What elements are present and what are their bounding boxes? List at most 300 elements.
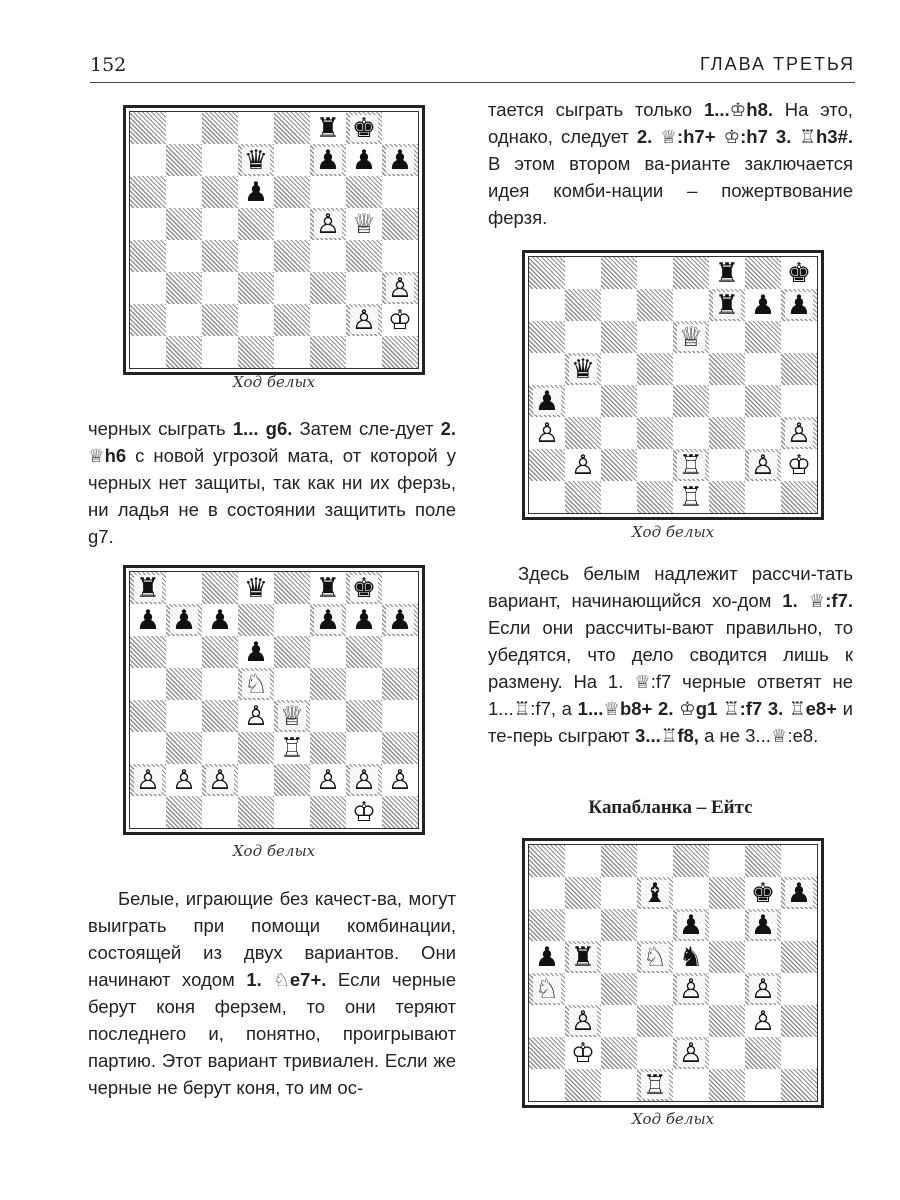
square-b2 [565, 449, 601, 481]
square-f1 [310, 796, 346, 828]
black-piece-e5: ♞ [678, 941, 704, 973]
square-c4 [601, 385, 637, 417]
square-h4 [382, 700, 418, 732]
square-c8 [601, 257, 637, 289]
square-h7 [382, 144, 418, 176]
paragraph-right-2 [488, 560, 853, 749]
text-run: ♖ [660, 725, 678, 746]
square-g1 [745, 1069, 781, 1101]
text-run: 1... [703, 99, 730, 120]
black-piece-d7: ♛ [243, 144, 269, 176]
white-piece-d1: ♖ [642, 1069, 668, 1101]
square-e8 [274, 112, 310, 144]
square-a7 [130, 144, 166, 176]
square-d6 [238, 636, 274, 668]
white-piece-c2: ♙ [207, 764, 233, 796]
text-run: ♔ [715, 126, 741, 147]
square-e5 [274, 208, 310, 240]
square-c3 [202, 272, 238, 304]
square-g1 [346, 796, 382, 828]
square-f7 [709, 877, 745, 909]
black-piece-a4: ♟ [534, 385, 560, 417]
black-piece-g8: ♚ [351, 572, 377, 604]
square-h1 [781, 1069, 817, 1101]
square-b8 [565, 845, 601, 877]
white-piece-h2: ♔ [786, 449, 812, 481]
square-g3 [745, 417, 781, 449]
square-e8 [274, 572, 310, 604]
black-piece-b5: ♛ [570, 353, 596, 385]
square-c5 [202, 668, 238, 700]
square-e2 [673, 449, 709, 481]
square-f8 [310, 112, 346, 144]
square-g3 [346, 272, 382, 304]
square-d1 [238, 336, 274, 368]
square-h5 [382, 668, 418, 700]
text-run: В этом втором ва-рианте заключается идея комби-нации – пожертвование ферзя. [488, 153, 853, 228]
square-h4 [781, 973, 817, 1005]
square-f2 [709, 449, 745, 481]
text-run: ♔ [679, 698, 696, 719]
square-d5 [238, 668, 274, 700]
square-b5 [166, 208, 202, 240]
square-b1 [166, 796, 202, 828]
square-g7 [346, 144, 382, 176]
square-d2 [637, 449, 673, 481]
white-piece-g3: ♙ [750, 1005, 776, 1037]
square-d3 [238, 732, 274, 764]
square-d7 [637, 289, 673, 321]
square-d8 [637, 257, 673, 289]
square-a2 [130, 304, 166, 336]
square-e3 [274, 272, 310, 304]
square-a5 [130, 208, 166, 240]
square-e3 [673, 1005, 709, 1037]
square-g2 [745, 449, 781, 481]
square-a5 [529, 353, 565, 385]
square-f3 [709, 1005, 745, 1037]
square-c1 [601, 1069, 637, 1101]
square-d2 [238, 764, 274, 796]
square-a3 [130, 732, 166, 764]
text-run: 2. [440, 418, 456, 439]
page-header [90, 52, 855, 83]
white-piece-e6: ♕ [678, 321, 704, 353]
square-e5 [274, 668, 310, 700]
square-g8 [745, 845, 781, 877]
square-g7 [745, 877, 781, 909]
black-piece-d8: ♛ [243, 572, 269, 604]
square-h3 [781, 1005, 817, 1037]
square-a4 [130, 240, 166, 272]
white-piece-a4: ♘ [534, 973, 560, 1005]
square-f7 [310, 144, 346, 176]
square-e8 [673, 845, 709, 877]
text-run: h8. [746, 99, 773, 120]
square-d4 [238, 700, 274, 732]
square-g7 [346, 604, 382, 636]
white-piece-d5: ♘ [642, 941, 668, 973]
black-piece-e6: ♟ [678, 909, 704, 941]
square-a8 [130, 112, 166, 144]
paragraph-left-1 [88, 415, 456, 550]
square-c5 [601, 941, 637, 973]
text-run: :h7+ [676, 126, 716, 147]
diagram-4-caption: Ход белых [631, 1110, 715, 1128]
square-g5 [346, 668, 382, 700]
square-c1 [202, 336, 238, 368]
square-c7 [601, 877, 637, 909]
square-b7 [565, 289, 601, 321]
white-piece-g2: ♙ [750, 449, 776, 481]
square-g4 [745, 973, 781, 1005]
white-piece-f2: ♙ [315, 764, 341, 796]
square-a5 [529, 941, 565, 973]
text-run: и те-перь сыграют [488, 698, 853, 746]
square-d3 [238, 272, 274, 304]
square-c8 [202, 112, 238, 144]
text-run: ♔ [729, 99, 747, 120]
text-run: ♕ [603, 698, 620, 719]
square-a6 [130, 176, 166, 208]
square-h1 [382, 336, 418, 368]
square-b2 [166, 304, 202, 336]
white-piece-a3: ♙ [534, 417, 560, 449]
black-piece-g6: ♟ [750, 909, 776, 941]
square-a4 [529, 973, 565, 1005]
square-g5 [745, 941, 781, 973]
text-run: Если они рассчиты-вают правильно, то убедятся, что дело сводится лишь к размену. На 1. ♕:f7 черные ответят не 1...♖:f7, а [488, 617, 853, 719]
text-run: 1. [246, 969, 274, 990]
white-piece-e2: ♖ [678, 449, 704, 481]
square-b2 [565, 1037, 601, 1069]
square-g2 [745, 1037, 781, 1069]
square-e7 [673, 877, 709, 909]
white-piece-h2: ♔ [387, 304, 413, 336]
square-g6 [346, 636, 382, 668]
black-piece-h7: ♟ [786, 877, 812, 909]
square-c1 [202, 796, 238, 828]
square-c4 [601, 973, 637, 1005]
square-f1 [709, 481, 745, 513]
square-d2 [238, 304, 274, 336]
square-c4 [202, 700, 238, 732]
square-a2 [529, 449, 565, 481]
square-g6 [745, 909, 781, 941]
square-h4 [382, 240, 418, 272]
square-b8 [166, 112, 202, 144]
text-run: ♖ [723, 698, 740, 719]
square-a8 [529, 257, 565, 289]
white-piece-h2: ♙ [387, 764, 413, 796]
square-e6 [673, 321, 709, 353]
white-piece-h3: ♙ [786, 417, 812, 449]
square-a1 [529, 481, 565, 513]
white-piece-g2: ♙ [351, 304, 377, 336]
text-run: с новой угрозой мата, от которой у черных нет защиты, так как ни их ферзь, ни ладья не в состоянии защитить поле g7. [88, 445, 456, 547]
square-b4 [166, 700, 202, 732]
text-run: тается сыграть только [488, 99, 704, 120]
square-f2 [709, 1037, 745, 1069]
square-g8 [346, 572, 382, 604]
square-c4 [202, 240, 238, 272]
square-f1 [709, 1069, 745, 1101]
square-g5 [745, 353, 781, 385]
diagram-3-caption: Ход белых [631, 523, 715, 541]
diagram-1-caption: Ход белых [232, 373, 316, 391]
square-f5 [310, 668, 346, 700]
paragraph-left-2 [88, 885, 456, 1101]
square-a5 [130, 668, 166, 700]
square-h3 [382, 732, 418, 764]
square-a7 [529, 877, 565, 909]
chess-diagram-4 [522, 838, 824, 1108]
square-f8 [310, 572, 346, 604]
square-f3 [310, 272, 346, 304]
white-piece-d5: ♘ [243, 668, 269, 700]
square-d4 [238, 240, 274, 272]
square-d1 [238, 796, 274, 828]
white-piece-e3: ♖ [279, 732, 305, 764]
chess-board-grid [528, 844, 818, 1102]
square-e2 [673, 1037, 709, 1069]
text-run: ♕ [88, 445, 105, 466]
square-e2 [274, 304, 310, 336]
black-piece-g7: ♟ [351, 604, 377, 636]
square-c5 [601, 353, 637, 385]
square-b3 [565, 417, 601, 449]
square-d1 [637, 481, 673, 513]
square-f5 [310, 208, 346, 240]
square-d3 [637, 417, 673, 449]
white-piece-e4: ♙ [678, 973, 704, 1005]
square-d5 [637, 353, 673, 385]
square-h2 [382, 304, 418, 336]
square-f1 [310, 336, 346, 368]
text-run: :f7. [825, 590, 853, 611]
square-b8 [565, 257, 601, 289]
square-d2 [637, 1037, 673, 1069]
square-d8 [238, 112, 274, 144]
black-piece-f8: ♜ [315, 572, 341, 604]
square-e5 [673, 941, 709, 973]
text-run: а не 3...♕:e8. [698, 725, 819, 746]
square-f8 [709, 257, 745, 289]
square-f4 [709, 973, 745, 1005]
square-g4 [745, 385, 781, 417]
square-f6 [310, 636, 346, 668]
black-piece-a7: ♟ [135, 604, 161, 636]
square-d4 [637, 385, 673, 417]
white-piece-e2: ♙ [678, 1037, 704, 1069]
black-piece-f7: ♜ [714, 289, 740, 321]
square-e4 [673, 973, 709, 1005]
square-f7 [709, 289, 745, 321]
white-piece-e4: ♕ [279, 700, 305, 732]
square-d5 [637, 941, 673, 973]
white-piece-b2: ♙ [171, 764, 197, 796]
square-c7 [202, 144, 238, 176]
square-h6 [781, 321, 817, 353]
page-number: 152 [90, 54, 127, 76]
square-b1 [166, 336, 202, 368]
square-c5 [202, 208, 238, 240]
square-c6 [601, 321, 637, 353]
square-g3 [745, 1005, 781, 1037]
diagram-2-caption: Ход белых [232, 842, 316, 860]
text-run: ♕ [660, 126, 677, 147]
square-h7 [382, 604, 418, 636]
chess-diagram-3 [522, 250, 824, 520]
square-c8 [601, 845, 637, 877]
square-e8 [673, 257, 709, 289]
square-b7 [565, 877, 601, 909]
square-g8 [745, 257, 781, 289]
square-a3 [529, 417, 565, 449]
black-piece-a8: ♜ [135, 572, 161, 604]
text-run: Затем сле-дует [292, 418, 441, 439]
black-piece-d6: ♟ [243, 636, 269, 668]
black-piece-g7: ♟ [351, 144, 377, 176]
square-f3 [709, 417, 745, 449]
square-a6 [529, 321, 565, 353]
square-b1 [565, 481, 601, 513]
square-a4 [529, 385, 565, 417]
black-piece-g8: ♚ [351, 112, 377, 144]
square-h5 [781, 353, 817, 385]
square-g4 [346, 700, 382, 732]
square-e3 [274, 732, 310, 764]
white-piece-d4: ♙ [243, 700, 269, 732]
square-h2 [382, 764, 418, 796]
text-run: 2. [636, 126, 661, 147]
square-c6 [202, 636, 238, 668]
square-h2 [781, 1037, 817, 1069]
black-piece-f8: ♜ [714, 257, 740, 289]
square-f5 [709, 941, 745, 973]
square-h1 [781, 481, 817, 513]
black-piece-h7: ♟ [387, 604, 413, 636]
text-run: 1... g6. [232, 418, 293, 439]
white-piece-b3: ♙ [570, 1005, 596, 1037]
black-piece-b7: ♟ [171, 604, 197, 636]
square-b1 [565, 1069, 601, 1101]
square-b5 [565, 353, 601, 385]
square-f7 [310, 604, 346, 636]
square-a1 [130, 336, 166, 368]
square-h7 [781, 877, 817, 909]
text-run: ♕ [808, 590, 826, 611]
text-run: Если черные берут коня ферзем, то они теряют последнего и, понятно, проигрывают партию. Этот вариант тривиален. Если же черные не берут коня, то им ос- [88, 969, 456, 1098]
square-a7 [529, 289, 565, 321]
square-a8 [529, 845, 565, 877]
square-b5 [166, 668, 202, 700]
square-e4 [673, 385, 709, 417]
square-f6 [310, 176, 346, 208]
square-c2 [202, 304, 238, 336]
square-d8 [637, 845, 673, 877]
black-piece-g7: ♚ [750, 877, 776, 909]
square-e3 [673, 417, 709, 449]
text-run: e7+. [289, 969, 327, 990]
white-piece-g4: ♙ [750, 973, 776, 1005]
text-run: 1. [782, 590, 809, 611]
white-piece-f5: ♙ [315, 208, 341, 240]
square-d8 [238, 572, 274, 604]
game-title: Капабланка – Ейтс [588, 797, 753, 818]
square-f4 [310, 240, 346, 272]
chess-diagram-2 [123, 565, 425, 835]
square-f3 [310, 732, 346, 764]
square-d7 [238, 604, 274, 636]
square-c8 [202, 572, 238, 604]
square-c1 [601, 481, 637, 513]
square-d7 [238, 144, 274, 176]
square-b7 [166, 604, 202, 636]
square-h8 [382, 112, 418, 144]
white-piece-g2: ♙ [351, 764, 377, 796]
square-b2 [166, 764, 202, 796]
black-piece-f7: ♟ [315, 604, 341, 636]
square-e1 [274, 796, 310, 828]
square-g6 [745, 321, 781, 353]
text-run: 1... [577, 698, 604, 719]
square-b3 [166, 272, 202, 304]
square-a3 [130, 272, 166, 304]
square-g4 [346, 240, 382, 272]
square-f4 [310, 700, 346, 732]
black-piece-f7: ♟ [315, 144, 341, 176]
square-b8 [166, 572, 202, 604]
square-c6 [601, 909, 637, 941]
square-b7 [166, 144, 202, 176]
black-piece-h7: ♟ [786, 289, 812, 321]
square-e1 [673, 481, 709, 513]
square-a2 [529, 1037, 565, 1069]
square-h7 [781, 289, 817, 321]
square-h5 [382, 208, 418, 240]
square-e1 [673, 1069, 709, 1101]
square-a6 [130, 636, 166, 668]
square-d1 [637, 1069, 673, 1101]
square-c7 [601, 289, 637, 321]
text-run: :f7 3. [739, 698, 789, 719]
text-run: g1 [695, 698, 723, 719]
text-run: b8+ 2. [619, 698, 680, 719]
square-g6 [346, 176, 382, 208]
text-run: ♖ [788, 698, 806, 719]
square-d3 [637, 1005, 673, 1037]
square-d6 [637, 909, 673, 941]
square-a1 [130, 796, 166, 828]
square-g3 [346, 732, 382, 764]
square-e4 [274, 240, 310, 272]
square-d4 [637, 973, 673, 1005]
square-h6 [781, 909, 817, 941]
square-e6 [274, 176, 310, 208]
text-run: ♖ [799, 126, 816, 147]
square-e7 [274, 604, 310, 636]
square-d6 [637, 321, 673, 353]
square-g2 [346, 764, 382, 796]
chess-board-grid [528, 256, 818, 514]
black-piece-c7: ♟ [207, 604, 233, 636]
white-piece-e1: ♖ [678, 481, 704, 513]
square-a7 [130, 604, 166, 636]
square-e7 [673, 289, 709, 321]
square-a4 [130, 700, 166, 732]
square-e1 [274, 336, 310, 368]
